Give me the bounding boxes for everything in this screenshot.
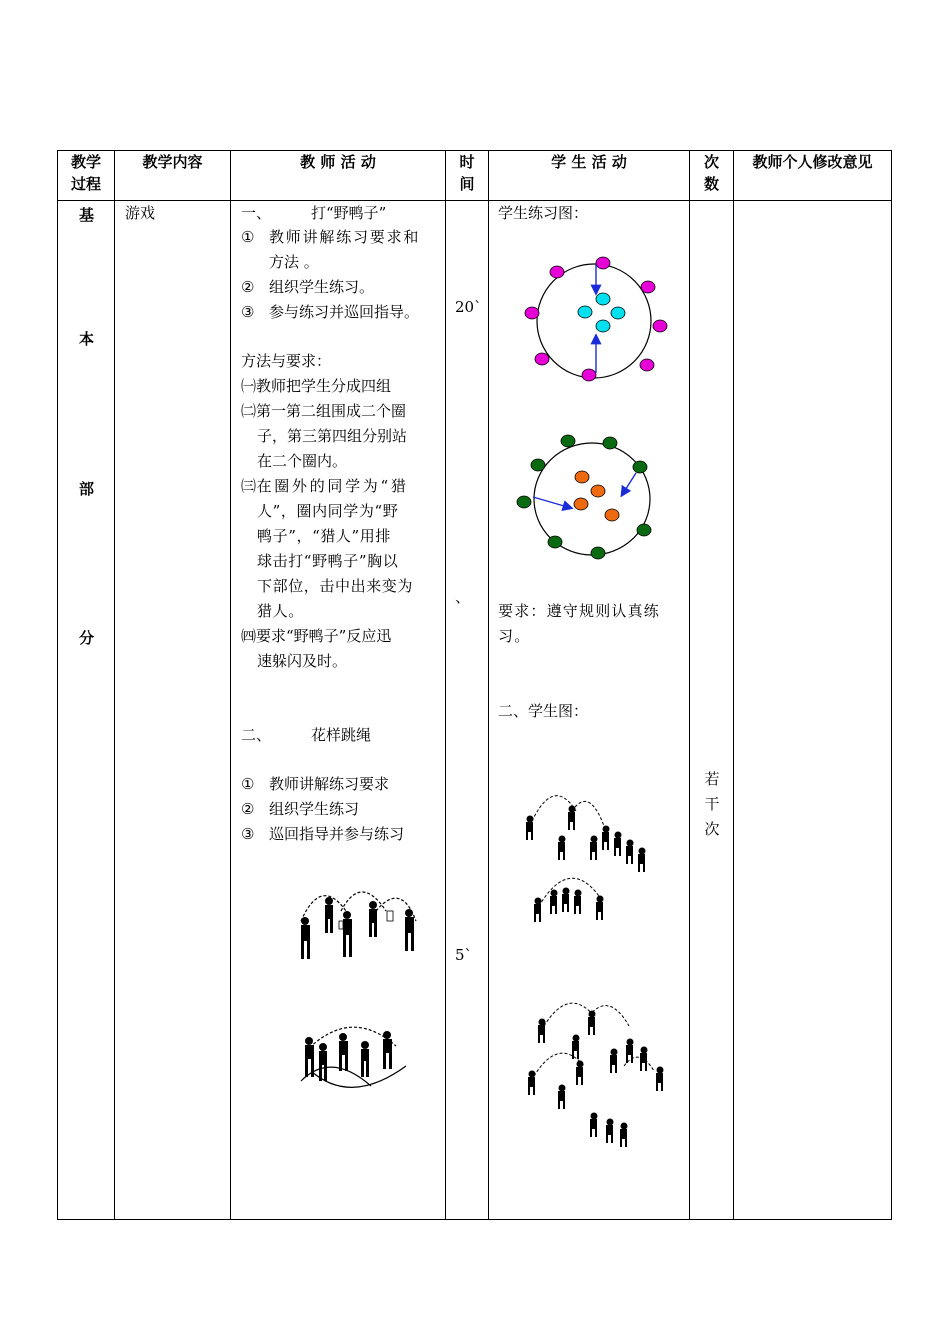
time-mark: 、 xyxy=(455,588,471,606)
list-item: ㈣要求“野鸭子”反应迅 速躲闪及时。 xyxy=(241,627,392,670)
circle-shape xyxy=(537,264,651,378)
header-teacher: 教 师 活 动 xyxy=(231,151,446,201)
lesson-plan-table xyxy=(57,150,892,1220)
count-cell xyxy=(690,201,734,1220)
time-value-1: 20` xyxy=(455,298,482,316)
header-row xyxy=(58,151,892,201)
process-cell xyxy=(58,201,115,1220)
header-content: 教学内容 xyxy=(115,151,231,201)
teacher-cell xyxy=(231,201,446,1220)
formation-diagram-2 xyxy=(514,431,674,561)
student-jump-illustration xyxy=(514,781,674,961)
content-cell xyxy=(115,201,231,1220)
content-text: 游戏 xyxy=(125,204,156,222)
teacher-activity xyxy=(231,201,445,1219)
process-char: 分 xyxy=(78,629,94,647)
list-item: ② 组织学生练习 xyxy=(241,800,360,818)
list-item: ㈠教师把学生分成四组 xyxy=(241,377,392,395)
section2-items xyxy=(241,772,441,847)
time-value-2: 5` xyxy=(455,946,473,964)
time-cell xyxy=(446,201,489,1220)
list-item: ② 组织学生练习。 xyxy=(241,278,375,296)
process-char: 部 xyxy=(78,480,94,498)
list-item: ㈢在圈外的同学为“猎 人”，圈内同学为“野 鸭子”，“猎人”用排 球击打“野鸭子”胸以 下部位，击中出来变为 猎人。 xyxy=(241,477,414,620)
header-count: 次 数 xyxy=(690,151,734,201)
count-value: 若 干 次 xyxy=(704,770,720,838)
method-items xyxy=(241,374,439,674)
header-time: 时 间 xyxy=(446,151,489,201)
body-row xyxy=(58,201,892,1220)
header-notes: 教师个人修改意见 xyxy=(734,151,892,201)
student-cell xyxy=(489,201,690,1220)
section1-heading: 一、 打“野鸭子” xyxy=(241,204,387,222)
notes-cell xyxy=(734,201,892,1220)
formation-diagram-1 xyxy=(514,256,674,391)
fig2-title: 二、学生图： xyxy=(498,702,589,720)
header-process: 教学 过程 xyxy=(58,151,115,201)
section2-heading: 二、 花样跳绳 xyxy=(241,726,372,744)
student-activity xyxy=(489,201,689,1219)
process-char: 本 xyxy=(78,330,94,348)
jump-rope-illustration xyxy=(291,1011,421,1101)
process-char: 基 xyxy=(78,206,94,224)
list-item: ① 教师讲解练习要求和 方法 。 xyxy=(241,228,421,271)
header-student: 学 生 活 动 xyxy=(489,151,690,201)
jump-rope-illustration xyxy=(291,881,421,971)
section1-items xyxy=(241,225,441,325)
method-title: 方法与要求： xyxy=(241,352,332,370)
student-jump-illustration xyxy=(514,986,684,1156)
requirement-text: 要求：遵守规则认真练 习。 xyxy=(498,602,661,645)
list-item: ③ 巡回指导并参与练习 xyxy=(241,825,405,843)
list-item: ① 教师讲解练习要求 xyxy=(241,775,390,793)
list-item: ③ 参与练习并巡回指导。 xyxy=(241,303,420,321)
list-item: ㈡第一第二组围成二个圈 子，第三第四组分别站 在二个圈内。 xyxy=(241,402,408,470)
diagram-title: 学生练习图： xyxy=(498,204,589,222)
